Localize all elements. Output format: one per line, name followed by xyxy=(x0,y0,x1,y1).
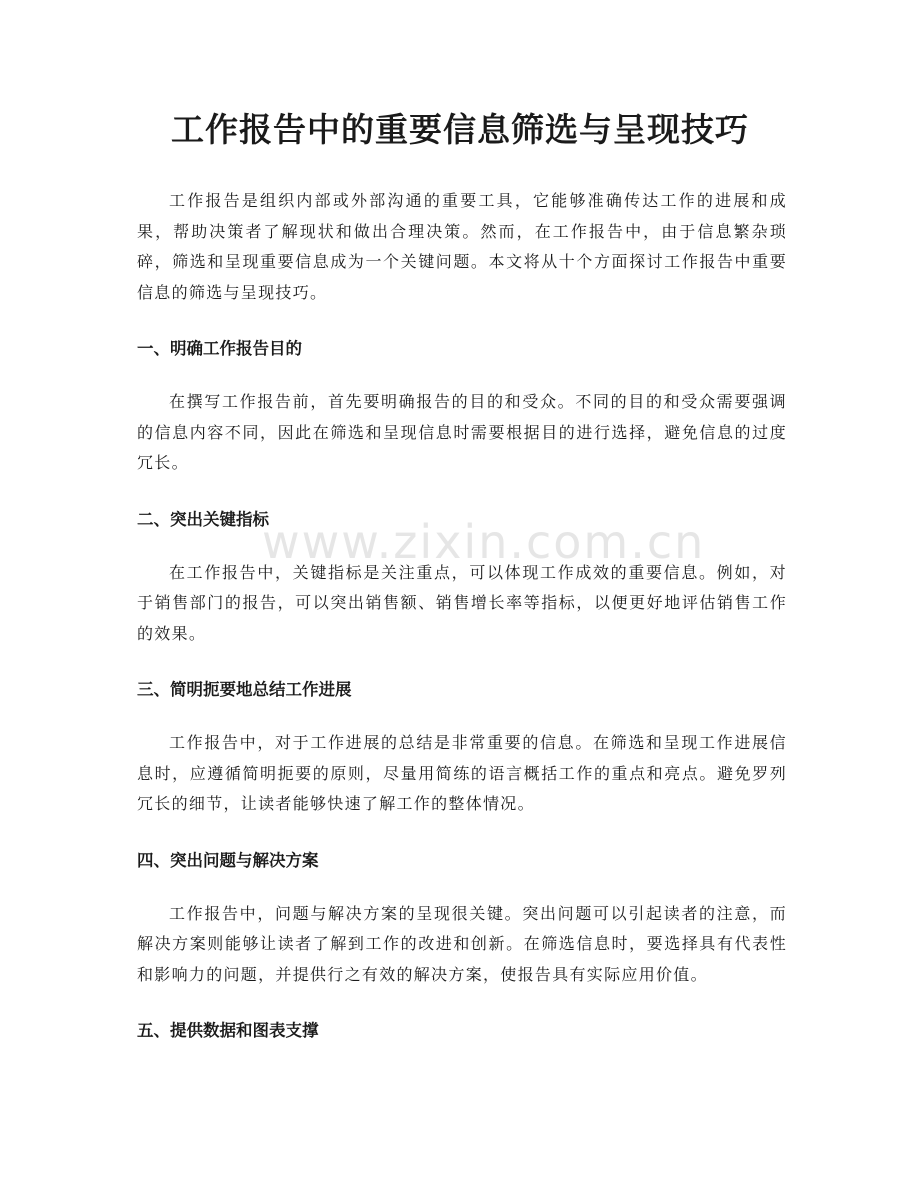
section-paragraph-2: 在工作报告中，关键指标是关注重点，可以体现工作成效的重要信息。例如，对于销售部门的报告，可以突出销售额、销售增长率等指标，以便更好地评估销售工作的效果。 xyxy=(137,562,787,643)
document-body xyxy=(137,186,787,1069)
section-paragraph-3: 工作报告中，对于工作进展的总结是非常重要的信息。在筛选和呈现工作进展信息时，应遵循简明扼要的原则，尽量用简练的语言概括工作的重点和亮点。避免罗列冗长的细节，让读者能够快速了解工作的整体情况。 xyxy=(137,733,787,813)
section-paragraph-1: 在撰写工作报告前，首先要明确报告的目的和受众。不同的目的和受众需要强调的信息内容不同，因此在筛选和呈现信息时需要根据目的进行选择，避免信息的过度冗长。 xyxy=(137,392,787,472)
watermark: www.zixin.com.cn xyxy=(262,515,706,569)
document-title: 工作报告中的重要信息筛选与呈现技巧 xyxy=(171,110,749,149)
section-heading-5: 五、提供数据和图表支撑 xyxy=(137,1021,319,1040)
intro-paragraph: 工作报告是组织内部或外部沟通的重要工具，它能够准确传达工作的进展和成果，帮助决策者了解现状和做出合理决策。然而，在工作报告中，由于信息繁杂琐碎，筛选和呈现重要信息成为一个关键问题。本文将从十个方面探讨工作报告中重要信息的筛选与呈现技巧。 xyxy=(137,191,787,302)
section-heading-1: 一、明确工作报告目的 xyxy=(137,339,302,358)
section-heading-3: 三、简明扼要地总结工作进展 xyxy=(137,680,352,699)
section-heading-4: 四、突出问题与解决方案 xyxy=(137,850,319,870)
section-heading-2: 二、突出关键指标 xyxy=(137,509,269,529)
section-paragraph-4: 工作报告中，问题与解决方案的呈现很关键。突出问题可以引起读者的注意，而解决方案则能够让读者了解到工作的改进和创新。在筛选信息时，要选择具有代表性和影响力的问题，并提供行之有效的解决方案，使报告具有实际应用价值。 xyxy=(137,903,787,984)
